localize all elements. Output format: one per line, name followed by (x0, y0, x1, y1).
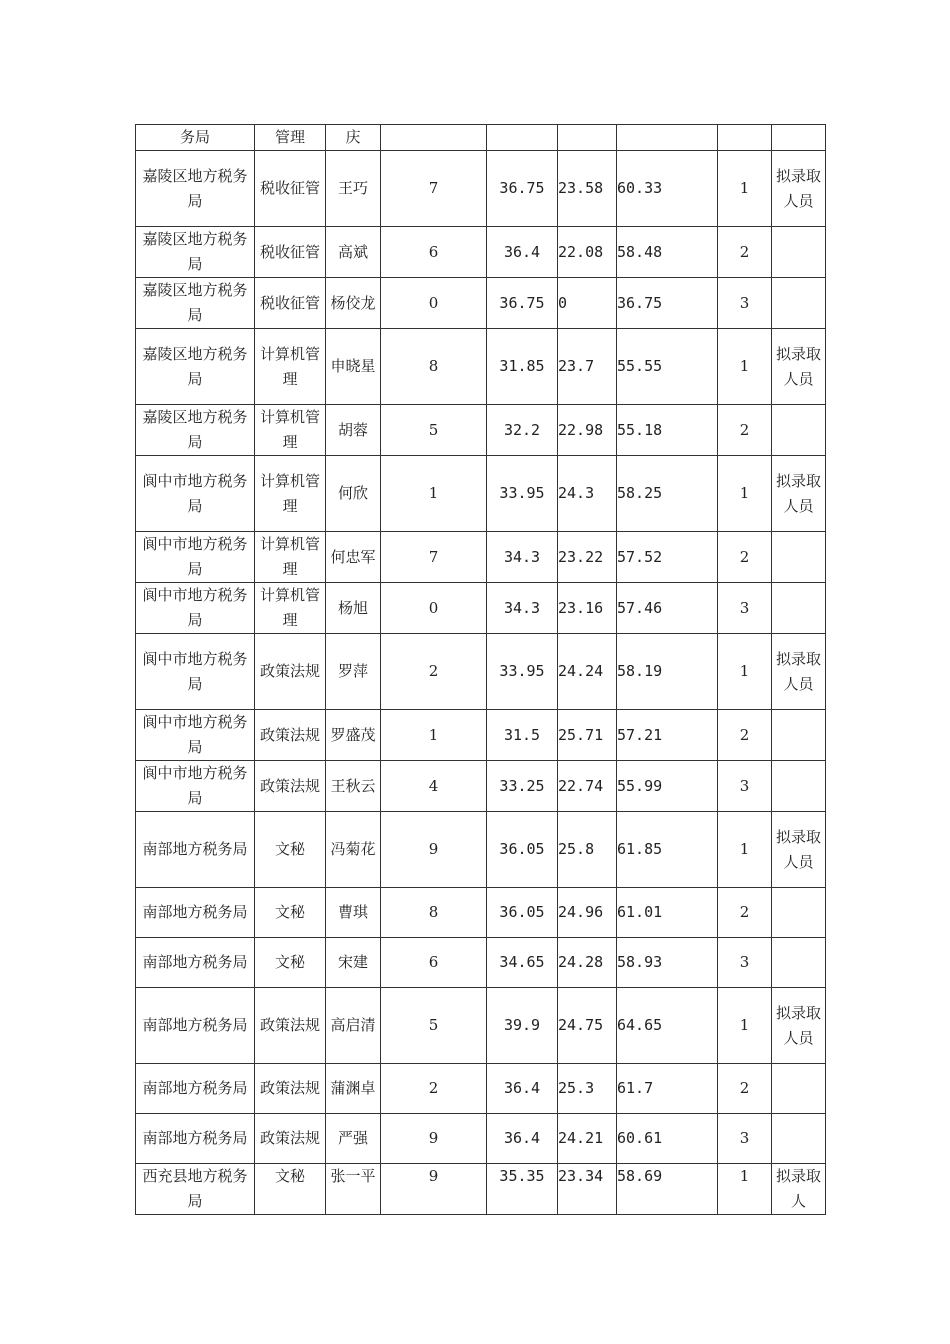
cell-unit: 西充县地方税务局 (136, 1164, 255, 1215)
cell-total-score: 55.55 (617, 329, 718, 405)
cell-written-score: 36.75 (487, 278, 558, 329)
cell-post: 政策法规 (255, 710, 326, 761)
table-row (136, 761, 826, 812)
cell-name: 申晓星 (326, 329, 381, 405)
cell-interview-score: 24.96 (558, 888, 617, 938)
cell-note (772, 938, 826, 988)
cell-total-score: 58.69 (617, 1164, 718, 1215)
cell-rank: 2 (718, 888, 772, 938)
cell-written-score: 33.95 (487, 456, 558, 532)
cell-total-score: 58.19 (617, 634, 718, 710)
cell-unit: 阆中市地方税务局 (136, 761, 255, 812)
cell-interview-score: 25.8 (558, 812, 617, 888)
table-row (136, 710, 826, 761)
cell-unit: 南部地方税务局 (136, 888, 255, 938)
cell-unit: 南部地方税务局 (136, 1114, 255, 1164)
cell-rank: 3 (718, 761, 772, 812)
cell-written-score: 33.95 (487, 634, 558, 710)
cell-unit: 嘉陵区地方税务局 (136, 329, 255, 405)
cell-note (772, 1064, 826, 1114)
cell-number: 7 (381, 151, 487, 227)
cell-name: 何忠军 (326, 532, 381, 583)
cell-name: 严强 (326, 1114, 381, 1164)
cell-number: 9 (381, 812, 487, 888)
table-row (136, 812, 826, 888)
cell-written-score: 36.4 (487, 1114, 558, 1164)
cell-post: 文秘 (255, 1164, 326, 1215)
table-row (136, 405, 826, 456)
cell-post: 文秘 (255, 812, 326, 888)
cell-name: 杨旭 (326, 583, 381, 634)
cell-number: 5 (381, 988, 487, 1064)
cell-unit: 嘉陵区地方税务局 (136, 151, 255, 227)
cell-interview-score: 24.3 (558, 456, 617, 532)
cell-post: 计算机管理 (255, 583, 326, 634)
cell-rank: 1 (718, 1164, 772, 1215)
cell-total-score: 57.52 (617, 532, 718, 583)
cell-number: 9 (381, 1114, 487, 1164)
cell-interview-score: 22.98 (558, 405, 617, 456)
cell-rank: 1 (718, 151, 772, 227)
cell-rank: 2 (718, 1064, 772, 1114)
cell-total-score: 60.33 (617, 151, 718, 227)
cell-number (381, 125, 487, 151)
cell-name: 王巧 (326, 151, 381, 227)
cell-interview-score: 22.08 (558, 227, 617, 278)
cell-note (772, 888, 826, 938)
cell-post: 文秘 (255, 888, 326, 938)
cell-interview-score: 25.71 (558, 710, 617, 761)
cell-total-score: 36.75 (617, 278, 718, 329)
cell-name: 宋建 (326, 938, 381, 988)
cell-name: 高斌 (326, 227, 381, 278)
cell-unit: 南部地方税务局 (136, 812, 255, 888)
cell-post: 税收征管 (255, 227, 326, 278)
cell-post: 计算机管理 (255, 329, 326, 405)
cell-unit: 阆中市地方税务局 (136, 583, 255, 634)
table-row (136, 532, 826, 583)
cell-name: 庆 (326, 125, 381, 151)
results-table (135, 124, 826, 1215)
cell-interview-score: 22.74 (558, 761, 617, 812)
cell-total-score: 61.7 (617, 1064, 718, 1114)
cell-note (772, 125, 826, 151)
cell-note (772, 761, 826, 812)
cell-total-score: 58.48 (617, 227, 718, 278)
table-row (136, 456, 826, 532)
cell-note (772, 405, 826, 456)
cell-written-score: 39.9 (487, 988, 558, 1064)
table-row (136, 125, 826, 151)
cell-rank (718, 125, 772, 151)
cell-rank: 1 (718, 634, 772, 710)
cell-unit: 务局 (136, 125, 255, 151)
cell-written-score: 36.4 (487, 227, 558, 278)
cell-post: 计算机管理 (255, 456, 326, 532)
cell-note (772, 1114, 826, 1164)
cell-total-score: 61.01 (617, 888, 718, 938)
cell-note: 拟录取人员 (772, 812, 826, 888)
cell-name: 张一平 (326, 1164, 381, 1215)
table-row (136, 329, 826, 405)
cell-name: 何欣 (326, 456, 381, 532)
cell-rank: 2 (718, 405, 772, 456)
cell-name: 罗盛茂 (326, 710, 381, 761)
cell-rank: 3 (718, 278, 772, 329)
cell-interview-score: 23.58 (558, 151, 617, 227)
cell-note: 拟录取人员 (772, 988, 826, 1064)
cell-post: 文秘 (255, 938, 326, 988)
cell-interview-score: 24.21 (558, 1114, 617, 1164)
cell-written-score: 36.05 (487, 888, 558, 938)
cell-number: 9 (381, 1164, 487, 1215)
cell-note (772, 583, 826, 634)
cell-rank: 1 (718, 812, 772, 888)
cell-note (772, 532, 826, 583)
cell-written-score: 36.75 (487, 151, 558, 227)
cell-total-score: 55.99 (617, 761, 718, 812)
cell-interview-score: 23.22 (558, 532, 617, 583)
cell-post: 政策法规 (255, 634, 326, 710)
cell-unit: 南部地方税务局 (136, 938, 255, 988)
cell-total-score: 57.21 (617, 710, 718, 761)
cell-rank: 2 (718, 710, 772, 761)
table-row (136, 888, 826, 938)
cell-interview-score: 24.28 (558, 938, 617, 988)
table-row (136, 1114, 826, 1164)
cell-number: 2 (381, 1064, 487, 1114)
cell-rank: 2 (718, 227, 772, 278)
cell-number: 0 (381, 583, 487, 634)
cell-total-score: 58.25 (617, 456, 718, 532)
cell-name: 胡蓉 (326, 405, 381, 456)
cell-total-score: 60.61 (617, 1114, 718, 1164)
cell-number: 8 (381, 888, 487, 938)
cell-name: 曹琪 (326, 888, 381, 938)
cell-written-score: 31.5 (487, 710, 558, 761)
cell-number: 1 (381, 456, 487, 532)
cell-unit: 阆中市地方税务局 (136, 710, 255, 761)
cell-name: 王秋云 (326, 761, 381, 812)
cell-post: 计算机管理 (255, 532, 326, 583)
cell-post: 计算机管理 (255, 405, 326, 456)
cell-interview-score: 23.7 (558, 329, 617, 405)
table-row (136, 634, 826, 710)
cell-written-score: 31.85 (487, 329, 558, 405)
table-row (136, 278, 826, 329)
cell-rank: 1 (718, 456, 772, 532)
cell-interview-score: 24.24 (558, 634, 617, 710)
cell-total-score: 58.93 (617, 938, 718, 988)
cell-number: 4 (381, 761, 487, 812)
table-row (136, 227, 826, 278)
cell-post: 政策法规 (255, 761, 326, 812)
cell-rank: 2 (718, 532, 772, 583)
cell-written-score: 36.05 (487, 812, 558, 888)
table-row (136, 938, 826, 988)
cell-number: 7 (381, 532, 487, 583)
cell-rank: 3 (718, 583, 772, 634)
table-row (136, 1064, 826, 1114)
cell-post: 政策法规 (255, 1064, 326, 1114)
cell-note: 拟录取人员 (772, 634, 826, 710)
cell-post: 税收征管 (255, 278, 326, 329)
cell-rank: 3 (718, 1114, 772, 1164)
cell-name: 罗萍 (326, 634, 381, 710)
cell-name: 冯菊花 (326, 812, 381, 888)
cell-total-score: 64.65 (617, 988, 718, 1064)
cell-note (772, 278, 826, 329)
cell-note: 拟录取人员 (772, 456, 826, 532)
cell-unit: 阆中市地方税务局 (136, 532, 255, 583)
table-row (136, 151, 826, 227)
cell-unit: 阆中市地方税务局 (136, 456, 255, 532)
cell-rank: 1 (718, 329, 772, 405)
cell-name: 高启清 (326, 988, 381, 1064)
cell-written-score: 34.3 (487, 583, 558, 634)
results-table-body (136, 125, 826, 1215)
cell-number: 8 (381, 329, 487, 405)
cell-written-score: 35.35 (487, 1164, 558, 1215)
cell-rank: 3 (718, 938, 772, 988)
cell-unit: 嘉陵区地方税务局 (136, 227, 255, 278)
cell-unit: 南部地方税务局 (136, 988, 255, 1064)
cell-total-score: 61.85 (617, 812, 718, 888)
cell-rank: 1 (718, 988, 772, 1064)
cell-written-score: 34.3 (487, 532, 558, 583)
cell-note (772, 227, 826, 278)
cell-written-score (487, 125, 558, 151)
cell-note: 拟录取人员 (772, 329, 826, 405)
cell-interview-score (558, 125, 617, 151)
cell-unit: 嘉陵区地方税务局 (136, 278, 255, 329)
cell-note (772, 710, 826, 761)
table-row (136, 1164, 826, 1215)
cell-written-score: 33.25 (487, 761, 558, 812)
table-row (136, 583, 826, 634)
cell-post: 政策法规 (255, 988, 326, 1064)
cell-written-score: 34.65 (487, 938, 558, 988)
cell-name: 杨佼龙 (326, 278, 381, 329)
cell-interview-score: 24.75 (558, 988, 617, 1064)
cell-unit: 阆中市地方税务局 (136, 634, 255, 710)
cell-interview-score: 25.3 (558, 1064, 617, 1114)
cell-number: 6 (381, 227, 487, 278)
cell-number: 5 (381, 405, 487, 456)
cell-post: 管理 (255, 125, 326, 151)
cell-number: 2 (381, 634, 487, 710)
cell-total-score: 55.18 (617, 405, 718, 456)
cell-note: 拟录取人员 (772, 151, 826, 227)
cell-unit: 南部地方税务局 (136, 1064, 255, 1114)
cell-total-score: 57.46 (617, 583, 718, 634)
cell-written-score: 36.4 (487, 1064, 558, 1114)
cell-interview-score: 0 (558, 278, 617, 329)
cell-post: 政策法规 (255, 1114, 326, 1164)
cell-interview-score: 23.34 (558, 1164, 617, 1215)
cell-total-score (617, 125, 718, 151)
cell-number: 0 (381, 278, 487, 329)
cell-number: 1 (381, 710, 487, 761)
cell-number: 6 (381, 938, 487, 988)
cell-name: 蒲渊卓 (326, 1064, 381, 1114)
cell-unit: 嘉陵区地方税务局 (136, 405, 255, 456)
cell-note: 拟录取人 (772, 1164, 826, 1215)
cell-written-score: 32.2 (487, 405, 558, 456)
table-row (136, 988, 826, 1064)
cell-post: 税收征管 (255, 151, 326, 227)
cell-interview-score: 23.16 (558, 583, 617, 634)
